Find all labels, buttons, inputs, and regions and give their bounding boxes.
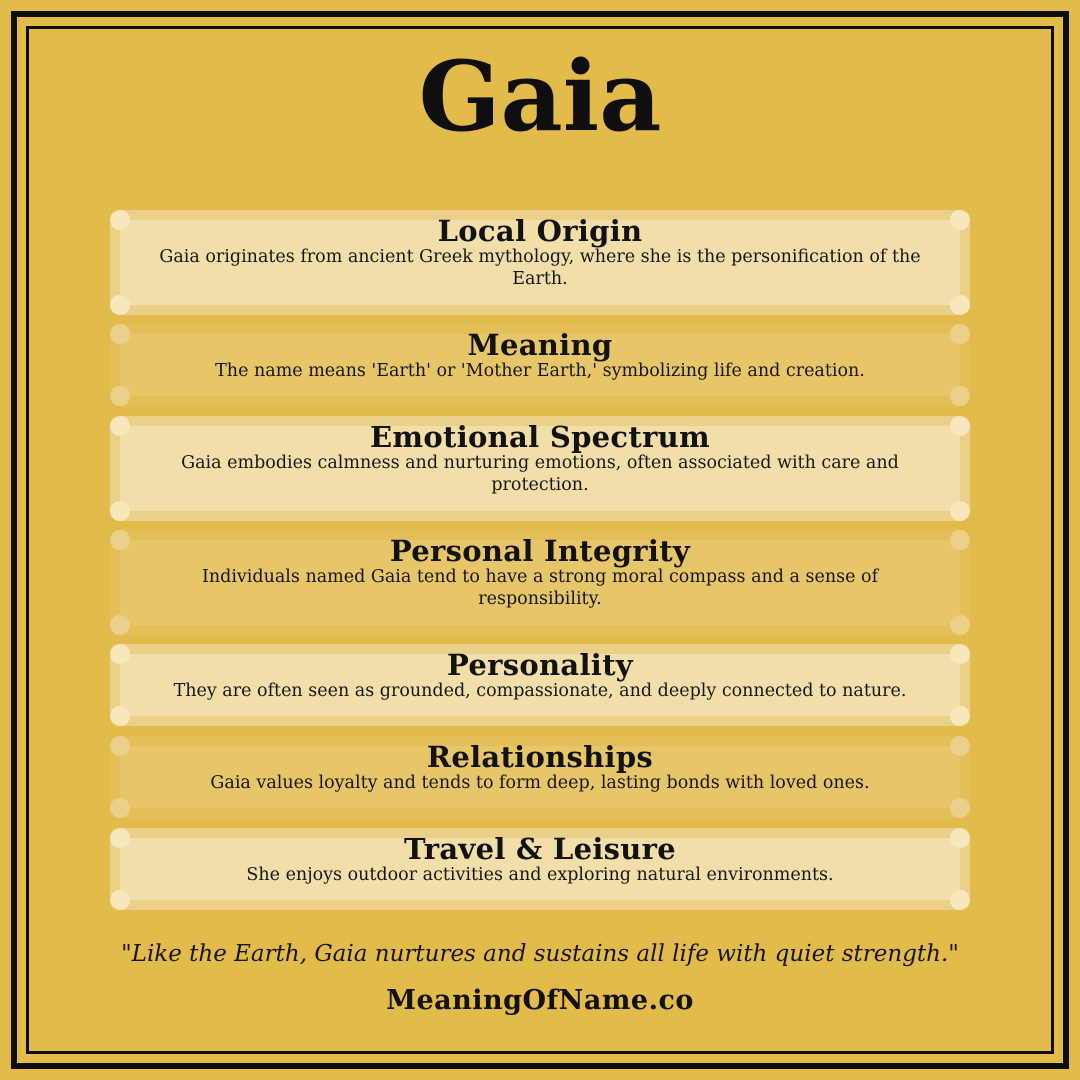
section-heading: Personal Integrity	[389, 534, 691, 568]
corner-dot	[110, 890, 130, 910]
corner-dot	[950, 890, 970, 910]
section-card-relationships	[110, 736, 970, 818]
site-name: MeaningOfName.co	[386, 985, 694, 1016]
section-heading: Meaning	[467, 328, 613, 362]
section-heading: Emotional Spectrum	[369, 420, 711, 454]
section-card-personal-integrity	[110, 530, 970, 635]
corner-dot	[950, 501, 970, 521]
section-card-local-origin	[110, 210, 970, 315]
section-heading: Local Origin	[437, 214, 643, 248]
section-text: Individuals named Gaia tend to have a strong moral compass and a sense of responsibility.	[201, 567, 879, 609]
section-card-travel-leisure	[110, 828, 970, 910]
corner-dot	[110, 386, 130, 406]
corner-dot	[110, 501, 130, 521]
corner-dot	[950, 615, 970, 635]
section-text: They are often seen as grounded, compassionate, and deeply connected to nature.	[173, 681, 907, 701]
section-text: Gaia originates from ancient Greek mythology, where she is the personification of the Earth.	[159, 247, 921, 289]
section-heading: Travel & Leisure	[403, 832, 677, 866]
corner-dot	[110, 798, 130, 818]
corner-dot	[950, 295, 970, 315]
section-text: Gaia embodies calmness and nurturing emotions, often associated with care and protection.	[181, 453, 899, 495]
section-heading: Personality	[447, 648, 633, 682]
section-text: The name means 'Earth' or 'Mother Earth,' symbolizing life and creation.	[215, 361, 865, 381]
section-heading: Relationships	[426, 740, 654, 774]
page-title: Gaia	[418, 40, 662, 153]
corner-dot	[110, 615, 130, 635]
section-card-personality	[110, 644, 970, 726]
section-card-meaning	[110, 324, 970, 406]
corner-dot	[110, 706, 130, 726]
quote: "Like the Earth, Gaia nurtures and sustains all life with quiet strength."	[121, 941, 959, 967]
corner-dot	[950, 706, 970, 726]
section-text: Gaia values loyalty and tends to form deep, lasting bonds with loved ones.	[210, 773, 870, 793]
section-card-emotional-spectrum	[110, 416, 970, 521]
section-text: She enjoys outdoor activities and exploring natural environments.	[246, 865, 834, 885]
corner-dot	[110, 295, 130, 315]
corner-dot	[950, 798, 970, 818]
corner-dot	[950, 386, 970, 406]
